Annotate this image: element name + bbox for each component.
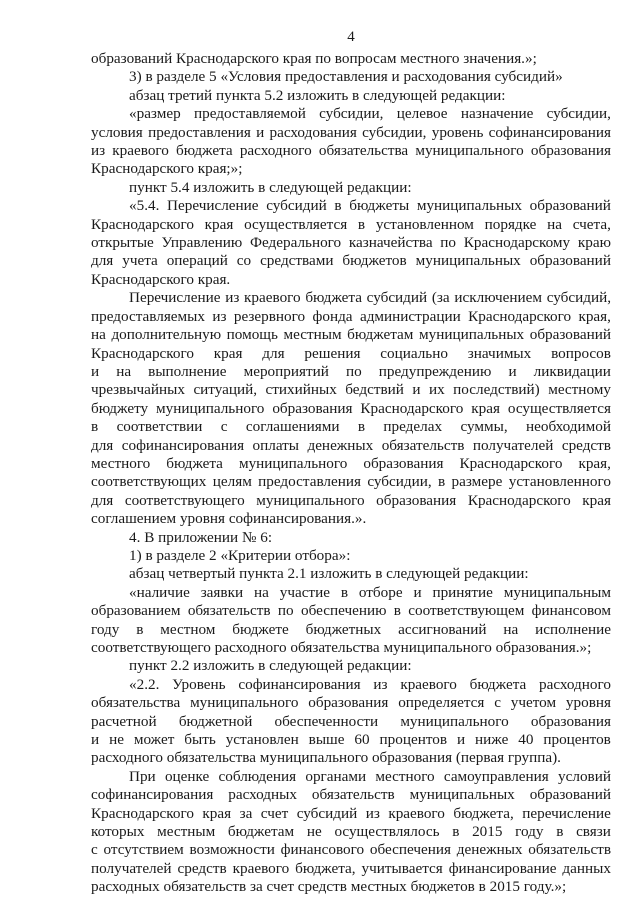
text-line: соглашением уровня софинансирования.». [91, 510, 367, 528]
text-line: софинансирования расходных обязательств муниципальных образований [91, 786, 611, 804]
text-line: соответствующего расходного обязательства муниципального образования.»; [91, 639, 592, 656]
text-line: которых местным бюджетам не осуществлялось в 2015 году в связи [91, 823, 611, 841]
paragraph [91, 68, 611, 86]
text-line: «размер предоставляемой субсидии, целевое назначение субсидии, [129, 105, 611, 123]
text-line: Краснодарского края для решения социально значимых вопросов [91, 344, 611, 362]
text-line: для учета операций со средствами бюджетов муниципальных образований [91, 252, 611, 270]
text-line: расчетной бюджетной обеспеченности муниципального образования [91, 712, 611, 730]
paragraph [91, 529, 611, 547]
text-line: условия предоставления и расходования субсидии, уровень софинансирования [91, 123, 611, 141]
paragraph [91, 676, 611, 768]
text-line: «наличие заявки на участие в отборе и принятие муниципальным [129, 583, 611, 601]
text-line: году в местном бюджете бюджетных ассигнований на исполнение [91, 620, 611, 638]
paragraph [91, 768, 611, 897]
text-line: Краснодарского края;»; [91, 160, 243, 178]
text-line: «5.4. Перечисление субсидий в бюджеты муниципальных образований [129, 197, 611, 215]
paragraph [91, 584, 611, 658]
text-line: Перечисление из краевого бюджета субсидий (за исключением субсидий, [129, 289, 611, 307]
text-line: местного бюджета муниципального образования Краснодарского края, [91, 454, 611, 472]
page-number: 4 [347, 29, 355, 45]
text-line: чрезвычайных ситуаций, стихийных бедствий и их последствий) местному [91, 381, 611, 399]
text-line: абзац четвертый пункта 2.1 изложить в следующей редакции: [129, 565, 529, 583]
text-line: для софинансирования оплаты денежных обязательств получателей средств [91, 436, 611, 454]
text-line: расходного обязательства муниципального образования (первая группа). [91, 749, 561, 767]
document-body [91, 50, 611, 897]
document-page [91, 28, 611, 897]
paragraph [91, 657, 611, 675]
paragraph [91, 289, 611, 528]
text-line: Краснодарского края за счет субсидий из краевого бюджета, перечисление [91, 804, 611, 822]
text-line: пункт 2.2 изложить в следующей редакции: [129, 657, 412, 675]
paragraph [91, 547, 611, 565]
paragraph [91, 197, 611, 289]
text-line: Краснодарского края. [91, 270, 231, 288]
text-line: расходных обязательств за счет средств местных бюджетов в 2015 году.»; [91, 878, 567, 896]
text-line: 4. В приложении № 6: [129, 528, 273, 546]
text-line: 3) в разделе 5 «Условия предоставления и расходования субсидий» [129, 68, 563, 86]
text-line: пункт 5.4 изложить в следующей редакции: [129, 178, 412, 196]
text-line: бюджету муниципального образования Краснодарского края осуществляется [91, 399, 611, 417]
paragraph [91, 50, 611, 68]
text-line: получателей средств краевого бюджета, учитывается финансирование данных [91, 859, 611, 877]
text-line: «2.2. Уровень софинансирования из краевого бюджета расходного [129, 675, 611, 693]
text-line: и не может быть установлен выше 60 процентов и ниже 40 процентов [91, 731, 611, 749]
text-line: абзац третий пункта 5.2 изложить в следующей редакции: [129, 86, 506, 104]
text-line: предоставляемых из резервного фонда администрации Краснодарского края, [91, 307, 611, 325]
text-line: обязательства муниципального образования определяется с учетом уровня [91, 694, 611, 712]
paragraph [91, 565, 611, 583]
text-line: 1) в разделе 2 «Критерии отбора»: [129, 546, 351, 564]
text-line: При оценке соблюдения органами местного самоуправления условий [129, 767, 611, 785]
text-line: образований Краснодарского края по вопросам местного значения.»; [91, 50, 537, 67]
text-line: и на выполнение мероприятий по предупреждению и ликвидации [91, 362, 611, 380]
paragraph [91, 179, 611, 197]
paragraph [91, 105, 611, 179]
text-line: в соответствии с соглашениями в пределах суммы, необходимой [91, 418, 611, 436]
text-line: для соответствующего муниципального образования Краснодарского края [91, 491, 611, 509]
text-line: на дополнительную помощь местным бюджетам муниципальных образований [91, 326, 611, 344]
text-line: из краевого бюджета расходного обязательства муниципального образования [91, 142, 611, 160]
text-line: с отсутствием возможности финансового обеспечения денежных обязательств [91, 841, 611, 859]
text-line: открытые Управлению Федерального казначейства по Краснодарскому краю [91, 234, 611, 252]
text-line: образованием обязательств по обеспечению в соответствующем финансовом [91, 602, 611, 620]
text-line: Краснодарского края осуществляется в установленном порядке на счета, [91, 215, 611, 233]
paragraph [91, 87, 611, 105]
text-line: соответствующих целям предоставления субсидии, в размере установленного [91, 473, 611, 491]
